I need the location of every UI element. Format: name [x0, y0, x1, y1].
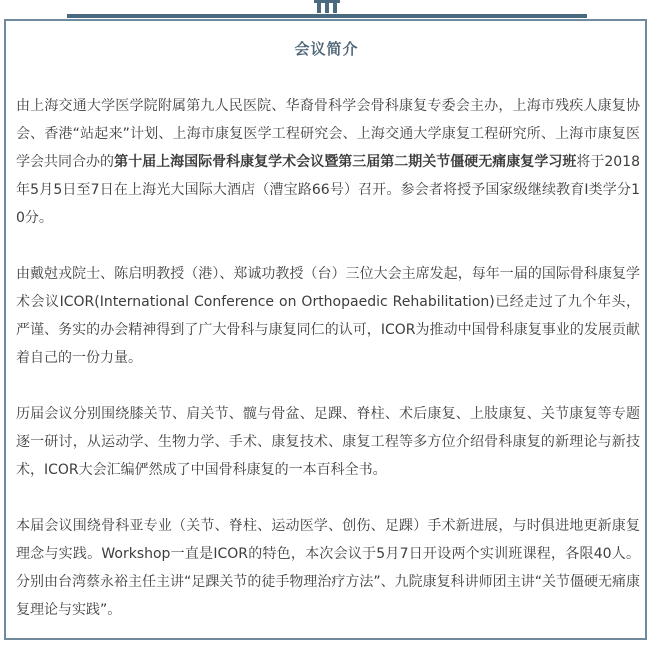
paragraph-workshop: 本届会议围绕骨科亚专业（关节、脊柱、运动医学、创伤、足踝）手术新进展，与时俱进地更新康复理念与实践。Workshop一直是ICOR的特色，本次会议于5月7日开设两个实训班课程，各限40人。分别由台湾蔡永裕主任主讲“足踝关节的徒手物理治疗方法”、九院康复科讲师团主讲“关节僵硬无痛康复理论与实践”。 — [16, 518, 640, 618]
column-ornament-icon — [312, 0, 342, 14]
paragraph-history: 由戴尅戎院士、陈启明教授（港）、郑诚功教授（台）三位大会主席发起，每年一届的国际骨科康复学术会议ICOR(International Conference on Orthopaedic Rehabilitation)已经走过了九个年头，严谨、务实的办会精神得到了广大骨科与康复同仁的认可，ICOR为推动中国骨科康复事业的发展贡献着自己的一份力量。 — [16, 266, 640, 366]
paragraph-organizers-date: 将于2018年5月5日至7日在上海光大国际大酒店（漕宝路66号）召开。参会者将授予国家级继续教育Ⅰ类学分10分。 — [16, 154, 640, 226]
paragraph-topics: 历届会议分别围绕膝关节、肩关节、髋与骨盆、足踝、脊柱、术后康复、上肢康复、关节康复等专题逐一研讨，从运动学、生物力学、手术、康复技术、康复工程等多方位介绍骨科康复的新理论与新技术，ICOR大会汇编俨然成了中国骨科康复的一本百科全书。 — [16, 406, 640, 478]
section-title: 会议简介 — [294, 40, 359, 58]
paragraph-organizers — [16, 92, 640, 232]
conference-name: 第十届上海国际骨科康复学术会议暨第三届第二期关节僵硬无痛康复学习班 — [114, 154, 577, 170]
paragraph-organizers-text: 由上海交通大学医学院附属第九人民医院、华裔骨科学会骨科康复专委会主办，上海市残疾人康复协会、香港“站起来”计划、上海市康复医学工程研究会、上海交通大学康复工程研究所、上海市康复医学会共同合办的 — [16, 98, 640, 170]
top-decorative-bar — [67, 14, 587, 18]
